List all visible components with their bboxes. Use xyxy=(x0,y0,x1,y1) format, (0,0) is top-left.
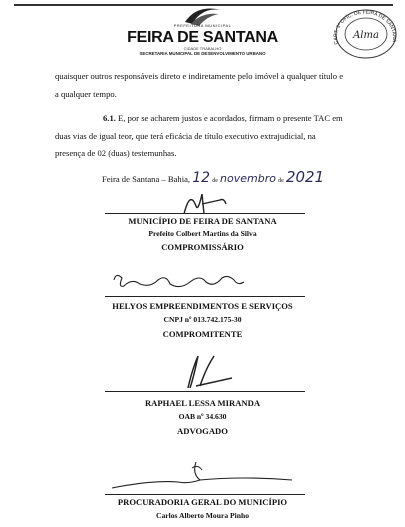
secretaria-label: SECRETARIA MUNICIPAL DE DESENVOLVIMENTO URBANO xyxy=(139,51,266,56)
city-tagline: CIDADE TRABALHO xyxy=(183,46,222,51)
clause-text: presença de 02 (duas) testemunhas. xyxy=(55,148,177,158)
signatory-sub: CNPJ nº 013.742.175-30 xyxy=(163,315,242,324)
signatory-role: COMPROMISSÁRIO xyxy=(161,242,244,252)
signature-block-3 xyxy=(0,396,405,438)
stamp-text: CART. 3º OFÍC. DE FEIRA DE SANTANA xyxy=(332,9,398,45)
date-de2: de xyxy=(278,178,284,184)
city-title: FEIRA DE SANTANA xyxy=(127,29,278,46)
clause-text: duas vias de igual teor, que terá eficácia de título executivo extrajudicial, na xyxy=(55,130,316,141)
clause-6-1 xyxy=(55,110,371,163)
date-de: de xyxy=(212,178,218,184)
date-prefix: Feira de Santana – Bahia, xyxy=(102,174,191,184)
prefeitura-label: PREFEITURA MUNICIPAL xyxy=(173,23,232,28)
signatory-name: HELYOS EMPREENDIMENTOS E SERVIÇOS xyxy=(112,301,293,311)
signature-line xyxy=(105,296,305,297)
date-day: 12 xyxy=(192,170,211,186)
notary-stamp xyxy=(330,4,400,60)
body-line: a qualquer tempo. xyxy=(55,88,117,99)
signature-1-scribble xyxy=(180,186,240,216)
clause-text: E, por se acharem justos e acordados, firmam o presente TAC em xyxy=(118,113,343,123)
signatory-role: COMPROMITENTE xyxy=(162,329,243,339)
paragraph-continued xyxy=(55,68,371,103)
date-year: 2021 xyxy=(285,168,325,186)
signatory-sub: Carlos Alberto Moura Pinho xyxy=(155,511,250,520)
signatory-name: PROCURADORIA GERAL DO MUNICÍPIO xyxy=(117,497,288,507)
signatory-role: ADVOGADO xyxy=(177,426,228,436)
date-month: novembro xyxy=(220,172,276,185)
signature-4-scribble xyxy=(92,458,312,498)
signature-line xyxy=(105,391,305,392)
signature-block-2 xyxy=(0,299,405,341)
date-line xyxy=(102,168,324,186)
signature-block-1 xyxy=(0,214,405,254)
stamp-signature: Alma xyxy=(353,30,379,41)
clause-number: 6.1. xyxy=(103,113,116,123)
body-line: quaisquer outros responsáveis direto e indiretamente pelo imóvel a qualquer título e xyxy=(55,71,344,81)
signatory-name: MUNICÍPIO DE FEIRA DE SANTANA xyxy=(128,216,277,226)
signature-3-scribble xyxy=(170,352,240,392)
signatory-sub: Prefeito Colbert Martins da Silva xyxy=(148,229,257,238)
signatory-sub: OAB nº 34.630 xyxy=(178,412,227,421)
signature-block-4 xyxy=(0,495,405,523)
signatory-name: RAPHAEL LESSA MIRANDA xyxy=(144,398,261,408)
signature-2-scribble xyxy=(110,268,250,296)
